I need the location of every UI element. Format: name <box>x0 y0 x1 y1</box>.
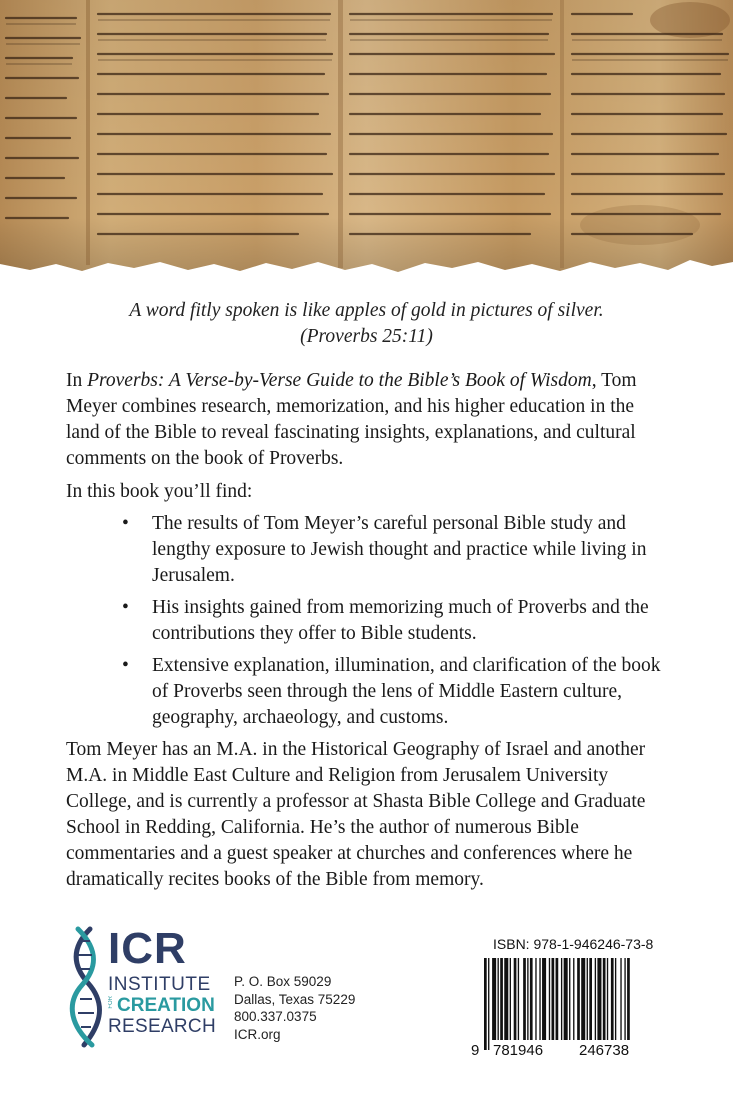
barcode-bar <box>561 958 562 1040</box>
barcode-bar <box>587 958 588 1040</box>
epigraph-quote <box>0 298 733 350</box>
barcode-bar <box>523 958 526 1040</box>
barcode-bar <box>577 958 580 1040</box>
barcode-left-digits: 781946 <box>493 1042 544 1059</box>
barcode-bar <box>498 958 499 1040</box>
logo-for: FOR <box>108 996 114 1009</box>
barcode-bar <box>514 958 517 1040</box>
logo-icr: ICR <box>108 924 187 973</box>
barcode-bar <box>603 958 606 1040</box>
intro-suffix: , Tom Meyer combines research, memorization, and his higher education in the land of the Bible to reveal fascinating insights, explanations, and cultural comments on the book of Proverbs. <box>66 370 637 469</box>
quote-text: A word fitly spoken is like apples of gold in pictures of silver. <box>129 300 604 321</box>
barcode-bar <box>518 958 519 1040</box>
barcode-bar <box>510 958 511 1040</box>
list-item-text: The results of Tom Meyer’s careful personal Bible study and lengthy exposure to Jewish thought and practice while living in Jerusalem. <box>152 513 647 586</box>
author-bio: Tom Meyer has an M.A. in the Historical Geography of Israel and another M.A. in Middle East Culture and Religion from Jerusalem University College, and is currently a professor at Shasta Bible College and Graduate School in Redding, California. He’s the author of numerous Bible commentaries and a guest speaker at churches and conferences where he dramatically recites books of the Bible from memory. <box>66 739 646 890</box>
bullet-dot: • <box>122 655 129 676</box>
bullet-dot: • <box>122 513 129 534</box>
phone-number: 800.337.0375 <box>234 1009 317 1024</box>
barcode-bar <box>488 958 489 1050</box>
barcode-numbers <box>470 1042 660 1060</box>
barcode-bar <box>627 958 630 1040</box>
barcode-bar <box>556 958 559 1040</box>
logo-institute: INSTITUTE <box>108 974 211 995</box>
barcode-bar <box>615 958 616 1040</box>
barcode-bar <box>620 958 621 1040</box>
barcode-bar <box>535 958 536 1040</box>
publisher-address <box>234 973 355 1043</box>
po-box: P. O. Box 59029 <box>234 974 332 989</box>
book-title: Proverbs: A Verse-by-Verse Guide to the Bible’s Book of Wisdom <box>87 370 592 391</box>
list-item-text: Extensive explanation, illumination, and clarification of the book of Proverbs seen through the lens of Middle Eastern culture, geography, archaeology, and customs. <box>152 655 661 728</box>
barcode-bar <box>611 958 614 1040</box>
website: ICR.org <box>234 1026 281 1042</box>
barcode-bar <box>564 958 568 1040</box>
barcode-bar <box>581 958 585 1040</box>
barcode-bar <box>624 958 625 1040</box>
intro-paragraph <box>66 368 666 472</box>
quote-reference: (Proverbs 25:11) <box>300 326 433 347</box>
barcode-bar <box>504 958 508 1040</box>
list-item <box>66 653 666 731</box>
list-item <box>66 511 666 589</box>
feature-list <box>66 511 666 731</box>
bullet-dot: • <box>122 597 129 618</box>
barcode-bar <box>527 958 528 1040</box>
logo-creation: CREATION <box>117 995 215 1016</box>
barcode-bar <box>542 958 546 1040</box>
barcode-bar <box>539 958 540 1040</box>
icr-logo <box>68 924 216 1050</box>
barcode-bar <box>552 958 555 1040</box>
barcode-first-digit: 9 <box>471 1042 480 1059</box>
barcode-bar <box>530 958 533 1040</box>
intro-prefix: In <box>66 370 88 391</box>
city-line: Dallas, Texas 75229 <box>234 991 356 1007</box>
list-item <box>66 595 666 647</box>
barcode-bar <box>607 958 608 1040</box>
barcode-bar <box>492 958 496 1040</box>
barcode-bar <box>484 958 487 1050</box>
barcode-right-digits: 246738 <box>579 1042 630 1059</box>
back-cover-copy <box>66 368 666 893</box>
barcode-bar <box>573 958 574 1040</box>
barcode-bar <box>549 958 550 1040</box>
barcode-bar <box>500 958 503 1040</box>
barcode-bar <box>597 958 601 1040</box>
isbn-label: ISBN: 978-1-946246-73-8 <box>493 936 654 952</box>
logo-research: RESEARCH <box>108 1016 216 1037</box>
dead-sea-scroll-image <box>0 0 733 285</box>
barcode-bar <box>595 958 596 1040</box>
barcode-bar <box>569 958 570 1040</box>
list-item-text: His insights gained from memorizing much of Proverbs and the contributions they offer to Bible students. <box>152 597 649 644</box>
dna-helix-icon <box>68 925 108 1050</box>
find-label: In this book you’ll find: <box>66 481 253 502</box>
barcode-bar <box>589 958 592 1040</box>
